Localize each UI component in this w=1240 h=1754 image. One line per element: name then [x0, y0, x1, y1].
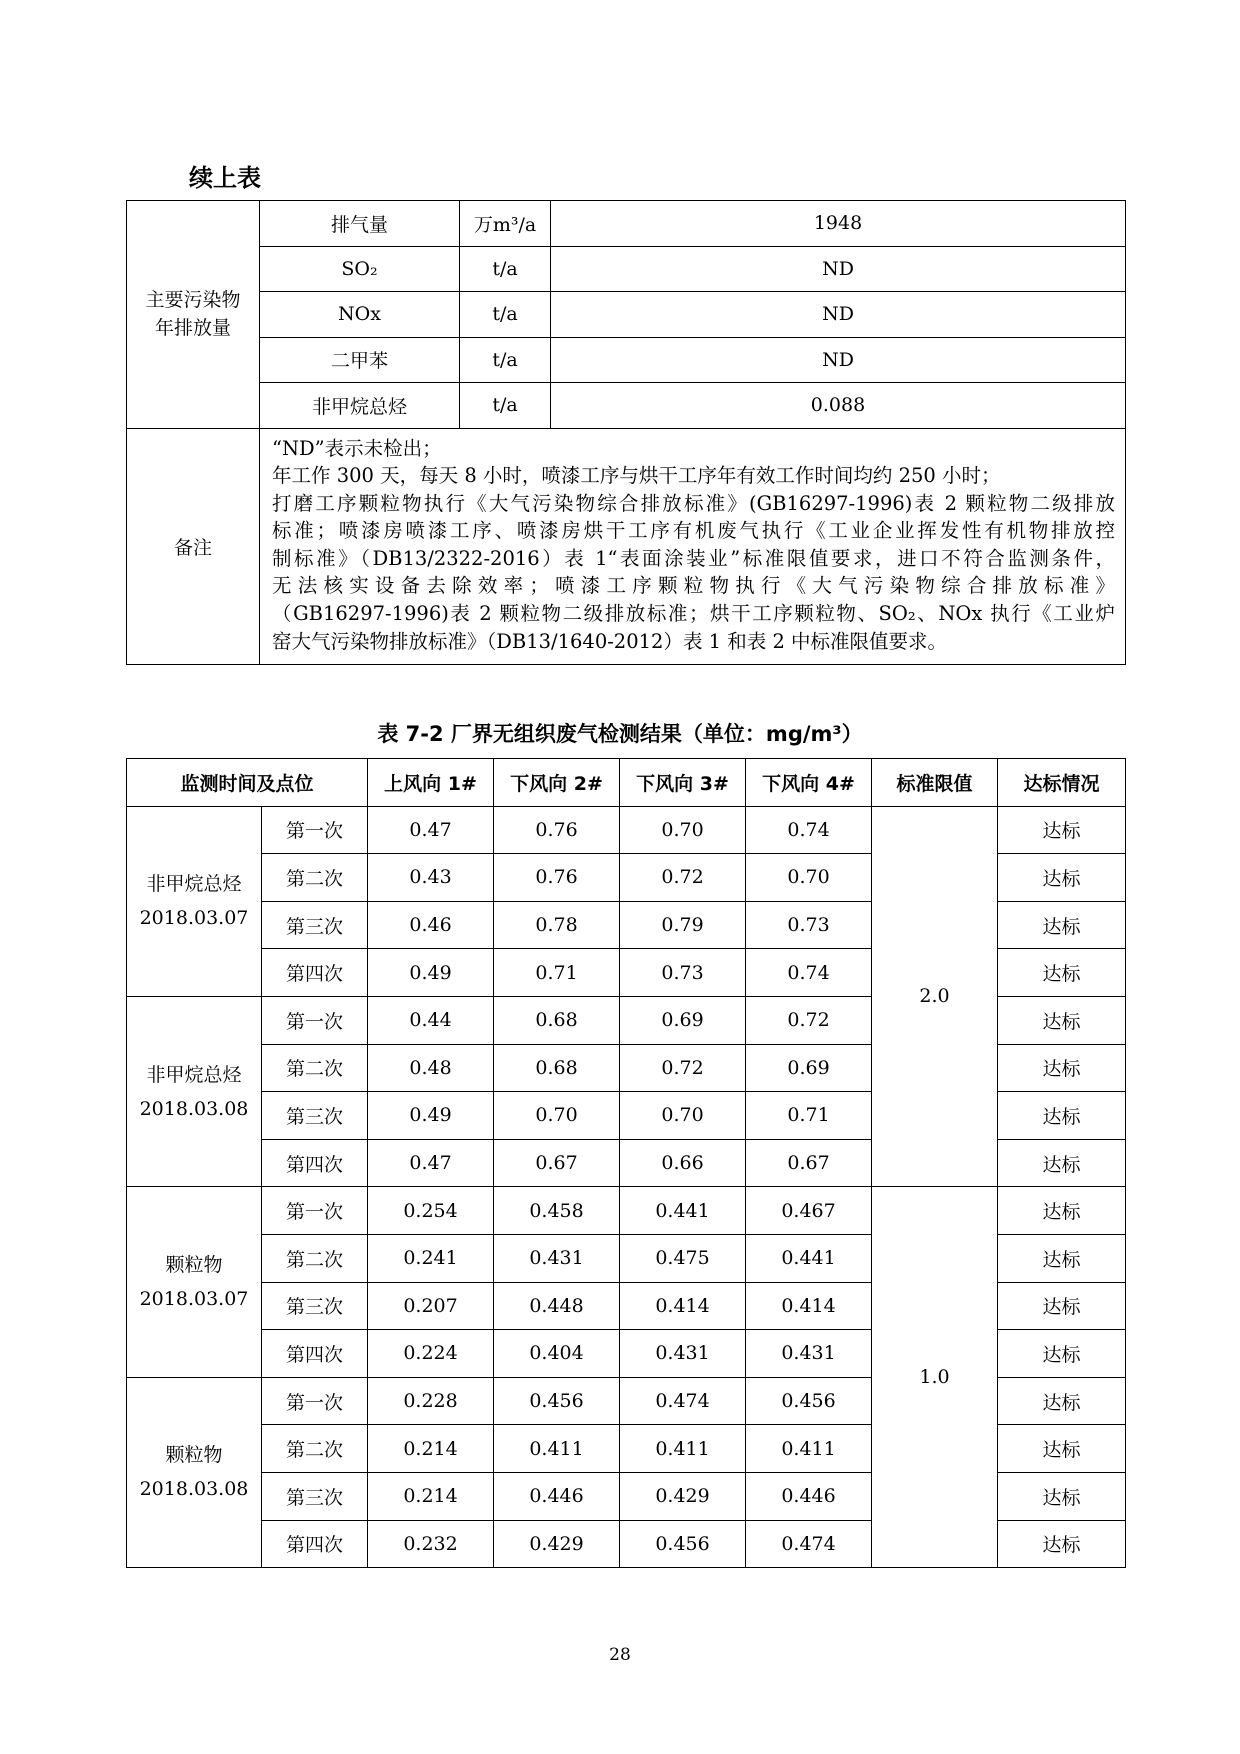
pollutant-name: 非甲烷总烃 [146, 1063, 242, 1086]
value-cell: 0.67 [746, 1139, 872, 1187]
value-cell: 0.49 [368, 1092, 494, 1140]
value-cell: 0.67 [494, 1139, 620, 1187]
item-cell: 非甲烷总烃 [260, 383, 460, 429]
standard-limit-cell: 1.0 [872, 1187, 998, 1568]
run-cell: 第四次 [262, 1330, 368, 1378]
value-cell: 0.68 [494, 996, 620, 1044]
compliance-status-cell: 达标 [998, 1282, 1126, 1330]
header-cell: 标准限值 [872, 759, 998, 807]
value-cell: 0.241 [368, 1234, 494, 1282]
continued-heading: 续上表 [189, 164, 261, 192]
table-row [127, 806, 1126, 854]
value-cell: 0.441 [620, 1187, 746, 1235]
value-cell: 0.088 [551, 383, 1126, 429]
value-cell: 0.78 [494, 901, 620, 949]
value-cell: 0.475 [620, 1234, 746, 1282]
value-cell: 0.207 [368, 1282, 494, 1330]
pollutant-name: 非甲烷总烃 [146, 873, 242, 896]
value-cell: 0.79 [620, 901, 746, 949]
value-cell: 0.76 [494, 806, 620, 854]
run-cell: 第一次 [262, 806, 368, 854]
value-cell: 0.431 [746, 1330, 872, 1378]
remark-line: 打磨工序颗粒物执行《大气污染物综合排放标准》(GB16297-1996)表 2 颗粒物二级排放 [272, 491, 1115, 515]
remark-line: 无法核实设备去除效率；喷漆工序颗粒物执行《大气污染物综合排放标准》 [272, 574, 1115, 598]
table-row [127, 246, 1126, 292]
value-cell: 0.71 [494, 949, 620, 997]
standard-limit-cell: 2.0 [872, 806, 998, 1187]
header-cell: 达标情况 [998, 759, 1126, 807]
group-label-cell [127, 1377, 262, 1567]
value-cell: 0.49 [368, 949, 494, 997]
value-cell: 0.47 [368, 1139, 494, 1187]
value-cell: 0.70 [494, 1092, 620, 1140]
value-cell: 0.456 [746, 1377, 872, 1425]
value-cell: 0.214 [368, 1472, 494, 1520]
value-cell: 0.76 [494, 854, 620, 902]
unit-cell: t/a [460, 337, 551, 383]
value-cell: 0.228 [368, 1377, 494, 1425]
pollutant-name: 颗粒物 [165, 1254, 223, 1277]
fugitive-emission-table [126, 758, 1126, 1568]
value-cell: 0.71 [746, 1092, 872, 1140]
value-cell: 0.429 [494, 1520, 620, 1568]
header-cell: 监测时间及点位 [127, 759, 368, 807]
compliance-status-cell: 达标 [998, 854, 1126, 902]
value-cell: 0.68 [494, 1044, 620, 1092]
run-cell: 第三次 [262, 1282, 368, 1330]
header-cell: 下风向 4# [746, 759, 872, 807]
header-cell: 上风向 1# [368, 759, 494, 807]
table-caption: 表 7-2 厂界无组织废气检测结果（单位：mg/m³） [377, 722, 863, 746]
value-cell: 0.414 [620, 1282, 746, 1330]
header-cell: 下风向 2# [494, 759, 620, 807]
value-cell: 0.411 [620, 1425, 746, 1473]
value-cell: 0.73 [620, 949, 746, 997]
unit-cell: 万m³/a [460, 201, 551, 247]
run-cell: 第四次 [262, 949, 368, 997]
group-label-cell [127, 996, 262, 1186]
table-row [127, 383, 1126, 429]
remark-line: 年工作 300 天，每天 8 小时，喷漆工序与烘干工序年有效工作时间均约 250 小时； [272, 464, 1001, 488]
unit-cell: t/a [460, 246, 551, 292]
header-row [127, 759, 1126, 807]
remark-line: “ND”表示未检出； [272, 436, 442, 460]
compliance-status-cell: 达标 [998, 1139, 1126, 1187]
run-cell: 第三次 [262, 901, 368, 949]
group-label-line: 主要污染物 [145, 289, 241, 312]
compliance-status-cell: 达标 [998, 996, 1126, 1044]
remark-text [260, 428, 1126, 664]
value-cell: 0.43 [368, 854, 494, 902]
sampling-date: 2018.03.08 [139, 1478, 249, 1501]
compliance-status-cell: 达标 [998, 1044, 1126, 1092]
value-cell: 0.446 [746, 1472, 872, 1520]
page-number: 28 [609, 1645, 631, 1665]
run-cell: 第三次 [262, 1092, 368, 1140]
sampling-date: 2018.03.07 [139, 907, 249, 930]
value-cell: 0.431 [620, 1330, 746, 1378]
compliance-status-cell: 达标 [998, 1187, 1126, 1235]
run-cell: 第一次 [262, 996, 368, 1044]
value-cell: 0.46 [368, 901, 494, 949]
compliance-status-cell: 达标 [998, 1520, 1126, 1568]
run-cell: 第四次 [262, 1139, 368, 1187]
value-cell: 0.70 [620, 1092, 746, 1140]
value-cell: 0.411 [494, 1425, 620, 1473]
compliance-status-cell: 达标 [998, 1377, 1126, 1425]
remark-row [127, 428, 1126, 664]
value-cell: 0.448 [494, 1282, 620, 1330]
group-label-cell [127, 1187, 262, 1377]
compliance-status-cell: 达标 [998, 806, 1126, 854]
run-cell: 第一次 [262, 1187, 368, 1235]
run-cell: 第四次 [262, 1520, 368, 1568]
value-cell: 0.66 [620, 1139, 746, 1187]
run-cell: 第一次 [262, 1377, 368, 1425]
value-cell: 0.441 [746, 1234, 872, 1282]
value-cell: 0.456 [620, 1520, 746, 1568]
value-cell: 0.72 [746, 996, 872, 1044]
value-cell: ND [551, 246, 1126, 292]
value-cell: 0.73 [746, 901, 872, 949]
sampling-date: 2018.03.08 [139, 1097, 249, 1120]
group-label-cell [127, 201, 260, 429]
run-cell: 第二次 [262, 1425, 368, 1473]
value-cell: 0.48 [368, 1044, 494, 1092]
table-row [127, 1187, 1126, 1235]
compliance-status-cell: 达标 [998, 1330, 1126, 1378]
value-cell: 0.404 [494, 1330, 620, 1378]
item-cell: 排气量 [260, 201, 460, 247]
unit-cell: t/a [460, 383, 551, 429]
unit-cell: t/a [460, 292, 551, 338]
value-cell: 0.72 [620, 1044, 746, 1092]
run-cell: 第二次 [262, 854, 368, 902]
sampling-date: 2018.03.07 [139, 1288, 249, 1311]
value-cell: 0.458 [494, 1187, 620, 1235]
table-row [127, 201, 1126, 247]
compliance-status-cell: 达标 [998, 1425, 1126, 1473]
item-cell: NOx [260, 292, 460, 338]
value-cell: 0.44 [368, 996, 494, 1044]
value-cell: 1948 [551, 201, 1126, 247]
run-cell: 第三次 [262, 1472, 368, 1520]
value-cell: 0.74 [746, 806, 872, 854]
table-row [127, 337, 1126, 383]
run-cell: 第二次 [262, 1044, 368, 1092]
value-cell: 0.69 [620, 996, 746, 1044]
table-row [127, 292, 1126, 338]
compliance-status-cell: 达标 [998, 1092, 1126, 1140]
value-cell: 0.72 [620, 854, 746, 902]
compliance-status-cell: 达标 [998, 949, 1126, 997]
header-cell: 下风向 3# [620, 759, 746, 807]
value-cell: 0.254 [368, 1187, 494, 1235]
remark-line: 标准；喷漆房喷漆工序、喷漆房烘干工序有机废气执行《工业企业挥发性有机物排放控 [272, 519, 1115, 543]
value-cell: 0.474 [620, 1377, 746, 1425]
value-cell: 0.429 [620, 1472, 746, 1520]
item-cell: 二甲苯 [260, 337, 460, 383]
remark-line: 制标准》（DB13/2322-2016）表 1“表面涂装业”标准限值要求，进口不符合监测条件， [272, 546, 1115, 570]
emission-summary-table [126, 200, 1126, 665]
group-label-line: 年排放量 [154, 317, 231, 340]
value-cell: 0.47 [368, 806, 494, 854]
value-cell: 0.224 [368, 1330, 494, 1378]
value-cell: 0.70 [746, 854, 872, 902]
value-cell: 0.69 [746, 1044, 872, 1092]
value-cell: 0.431 [494, 1234, 620, 1282]
item-cell: SO₂ [260, 246, 460, 292]
value-cell: 0.74 [746, 949, 872, 997]
remark-label: 备注 [127, 428, 260, 664]
value-cell: 0.474 [746, 1520, 872, 1568]
value-cell: ND [551, 292, 1126, 338]
compliance-status-cell: 达标 [998, 1472, 1126, 1520]
group-label-cell [127, 806, 262, 996]
value-cell: 0.467 [746, 1187, 872, 1235]
pollutant-name: 颗粒物 [165, 1444, 223, 1467]
value-cell: 0.411 [746, 1425, 872, 1473]
value-cell: 0.414 [746, 1282, 872, 1330]
remark-line: 窑大气污染物排放标准》（DB13/1640-2012）表 1 和表 2 中标准限值要求。 [272, 629, 948, 653]
value-cell: ND [551, 337, 1126, 383]
value-cell: 0.70 [620, 806, 746, 854]
value-cell: 0.446 [494, 1472, 620, 1520]
run-cell: 第二次 [262, 1234, 368, 1282]
remark-line: （GB16297-1996)表 2 颗粒物二级排放标准；烘干工序颗粒物、SO₂、NOx 执行《工业炉 [272, 602, 1115, 626]
value-cell: 0.232 [368, 1520, 494, 1568]
value-cell: 0.214 [368, 1425, 494, 1473]
compliance-status-cell: 达标 [998, 1234, 1126, 1282]
value-cell: 0.456 [494, 1377, 620, 1425]
table-body [127, 806, 1126, 1568]
compliance-status-cell: 达标 [998, 901, 1126, 949]
